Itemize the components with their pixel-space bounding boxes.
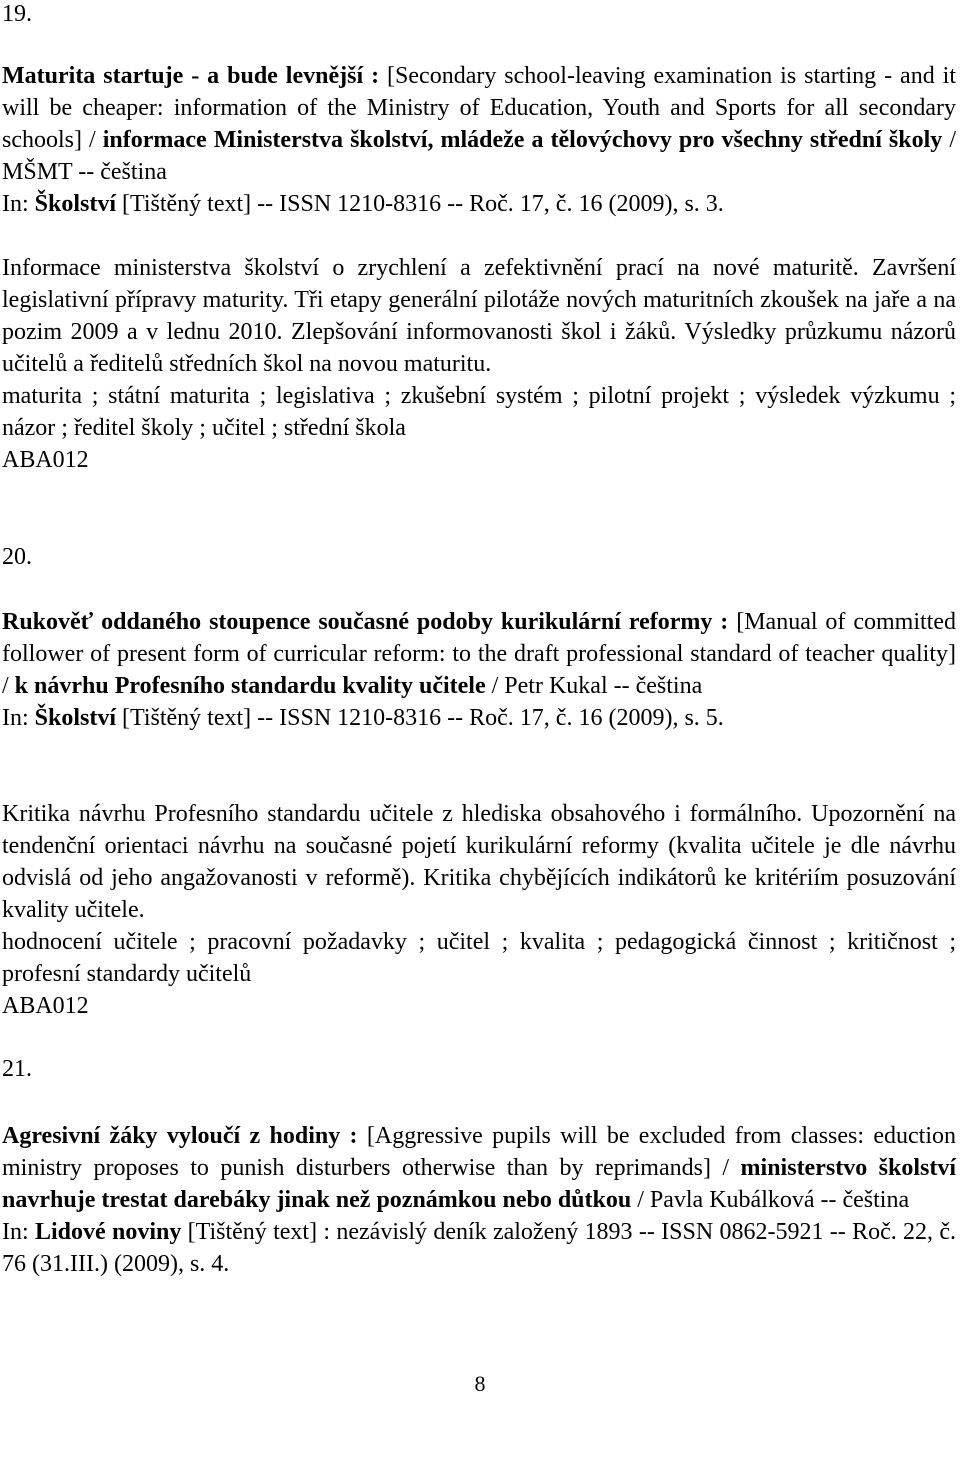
record-subtitle: k návrhu Profesního standardu kvality učitele — [14, 673, 486, 699]
page-number: 8 — [474, 1371, 486, 1396]
record-source: In: Školství [Tištěný text] -- ISSN 1210-8316 -- Roč. 17, č. 16 (2009), s. 3. — [2, 191, 724, 217]
record-abstract-block — [2, 798, 956, 1022]
record-source: In: Lidové noviny [Tištěný text] : nezávislý deník založený 1893 -- ISSN 0862-5921 -- Roč. 22, č. 76 (31.III.) (2009), s. 4. — [2, 1219, 956, 1277]
record-title-translation: [Aggressive pupils will be excluded from classes: eduction ministry proposes to punish disturbers otherwise than by reprimands] / — [2, 1123, 956, 1181]
record-author: / MŠMT -- čeština — [2, 127, 956, 185]
record-code: ABA012 — [2, 447, 89, 473]
record-subtitle: ministerstvo školství navrhuje trestat darebáky jinak než poznámkou nebo důtkou — [2, 1155, 957, 1213]
record-title-translation: [Secondary school-leaving examination is starting - and it will be cheaper: information of the Ministry of Education, Youth and Sports for all secondary schools] / — [2, 63, 956, 153]
record-abstract: Informace ministerstva školství o zrychlení a zefektivnění prací na nové maturitě. Završení legislativní přípravy maturity. Tři etapy generální pilotáže nových maturitních zkoušek na jaře a na pozim 2009 a v lednu 2010. Zlepšování informovanosti škol i žáků. Výsledky průzkumu názorů učitelů a ředitelů středních škol na novou maturitu. — [2, 255, 956, 377]
record-source: In: Školství [Tištěný text] -- ISSN 1210-8316 -- Roč. 17, č. 16 (2009), s. 5. — [2, 705, 724, 731]
record-entry — [2, 1120, 956, 1280]
record-subtitle: informace Ministerstva školství, mládeže a tělovýchovy pro všechny střední školy — [102, 127, 943, 153]
record-source-title: Lidové noviny — [34, 1219, 182, 1245]
record-author: / Petr Kukal -- čeština — [485, 673, 703, 699]
record-author: / Pavla Kubálková -- čeština — [631, 1187, 910, 1213]
record-source-title: Školství — [34, 705, 117, 731]
record-entry — [2, 60, 956, 220]
record-number: 19. — [2, 1, 32, 27]
record-title: Agresivní žáky vyloučí z hodiny : — [2, 1123, 358, 1149]
record-title-translation: [Manual of committed follower of present form of curricular reform: to the draft professional standard of teacher quality] / — [2, 609, 956, 699]
record-keywords: maturita ; státní maturita ; legislativa ; zkušební systém ; pilotní projekt ; výsledek výzkumu ; názor ; ředitel školy ; učitel ; střední škola — [2, 383, 956, 441]
record-abstract: Kritika návrhu Profesního standardu učitele z hlediska obsahového i formálního. Upozornění na tendenční orientaci návrhu na současné pojetí kurikulární reformy (kvalita učitele je dle návrhu odvislá od jeho angažovanosti v reformě). Kritika chybějících indikátorů ke kritériím posuzování kvality učitele. — [2, 801, 956, 923]
record-entry — [2, 606, 956, 734]
record-title: Rukověť oddaného stoupence současné podoby kurikulární reformy : — [2, 609, 729, 635]
record-citation — [2, 1120, 956, 1216]
record-abstract-block — [2, 252, 956, 476]
record-citation — [2, 60, 956, 188]
record-source-title: Školství — [34, 191, 117, 217]
record-citation — [2, 606, 956, 702]
record-title: Maturita startuje - a bude levnější : — [2, 63, 380, 89]
record-number: 21. — [2, 1056, 32, 1082]
record-keywords: hodnocení učitele ; pracovní požadavky ; učitel ; kvalita ; pedagogická činnost ; kritičnost ; profesní standardy učitelů — [2, 929, 956, 987]
record-code: ABA012 — [2, 993, 89, 1019]
record-number: 20. — [2, 544, 32, 570]
